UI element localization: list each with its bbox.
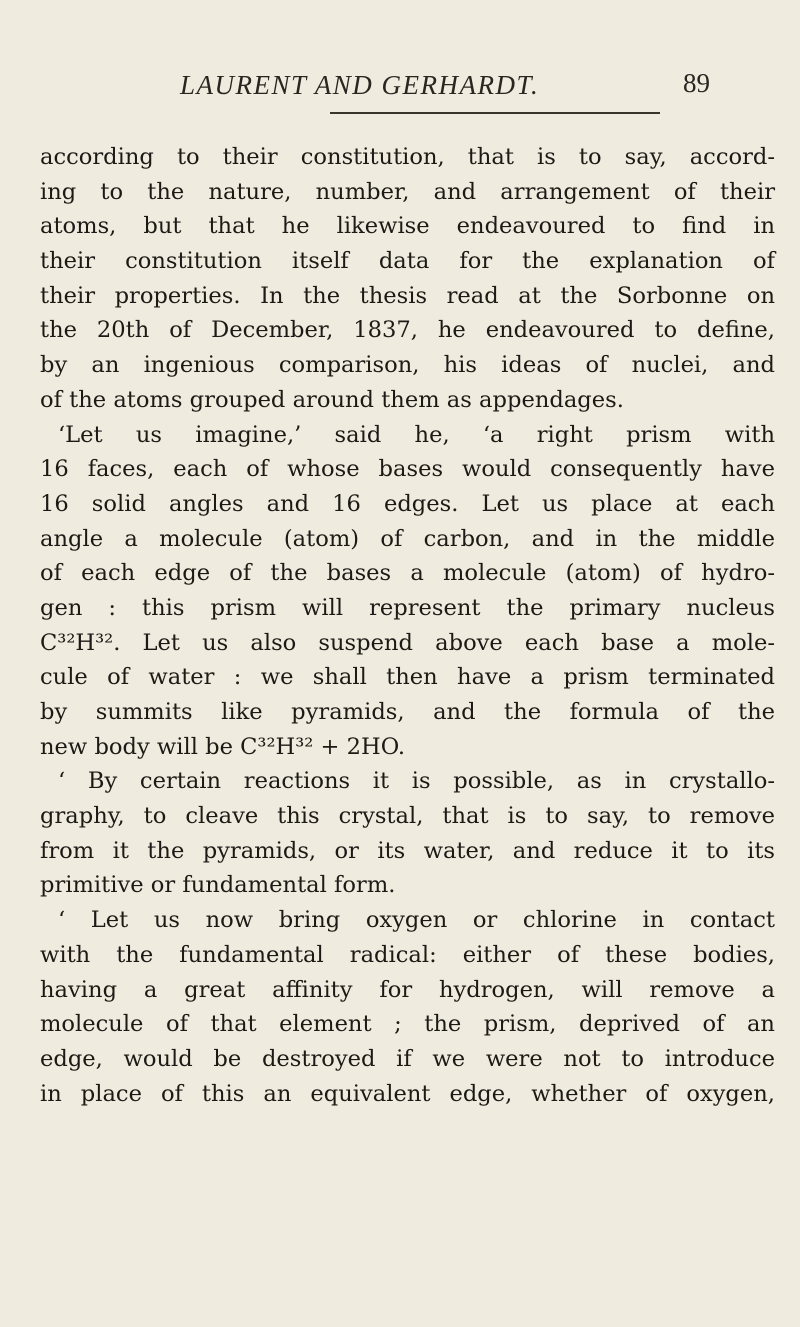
text-line: by summits like pyramids, and the formula of the — [40, 699, 775, 725]
text-line: atoms, but that he likewise endeavoured to find in — [40, 213, 775, 240]
text-line: molecule of that element ; the prism, deprived of an — [40, 1011, 775, 1038]
text-line: with the fundamental radical: either of these bodies, — [40, 941, 775, 968]
text-line: by an ingenious comparison, his ideas of nuclei, and — [40, 352, 775, 379]
text-line: 16 faces, each of whose bases would consequently have — [40, 456, 775, 483]
text-line: ‘ Let us now bring oxygen or chlorine in contact — [58, 907, 775, 934]
text-line: primitive or fundamental form. — [40, 872, 396, 899]
text-line: graphy, to cleave this crystal, that is to say, to remove — [40, 803, 775, 830]
text-line: from it the pyramids, or its water, and reduce it to its — [40, 837, 775, 864]
text-line: having a great affinity for hydrogen, will remove a — [40, 976, 775, 1003]
text-line: their properties. In the thesis read at the Sorbonne on — [40, 282, 775, 309]
running-title: LAURENT AND GERHARDT. — [180, 70, 540, 100]
running-head — [150, 70, 710, 110]
text-line: according to their constitution, that is to say, accord- — [40, 144, 775, 170]
text-line: new body will be C³²H³² + 2HO. — [40, 733, 406, 760]
text-line: in place of this an equivalent edge, whether of oxygen, — [40, 1080, 775, 1107]
text-line: cule of water : we shall then have a prism terminated — [40, 664, 775, 691]
text-line: the 20th of December, 1837, he endeavoured to define, — [40, 317, 775, 344]
text-line: C³²H³². Let us also suspend above each base a mole- — [40, 629, 775, 656]
text-line: edge, would be destroyed if we were not to introduce — [40, 1045, 775, 1072]
text-line: gen : this prism will represent the primary nucleus — [40, 594, 775, 621]
text-line: ‘Let us imagine,’ said he, ‘a right prism with — [58, 421, 775, 448]
text-line: ‘ By certain reactions it is possible, as in crystallo- — [58, 768, 775, 795]
text-line: angle a molecule (atom) of carbon, and in the middle — [40, 525, 775, 552]
text-line: of the atoms grouped around them as appendages. — [40, 386, 624, 413]
page-number: 89 — [683, 68, 710, 98]
text-line: 16 solid angles and 16 edges. Let us place at each — [40, 490, 775, 517]
header-rule — [330, 112, 660, 114]
text-line: their constitution itself data for the explanation of — [40, 248, 775, 275]
body-text — [40, 140, 775, 1111]
text-line: of each edge of the bases a molecule (atom) of hydro- — [40, 560, 775, 587]
text-line: ing to the nature, number, and arrangement of their — [40, 178, 775, 205]
